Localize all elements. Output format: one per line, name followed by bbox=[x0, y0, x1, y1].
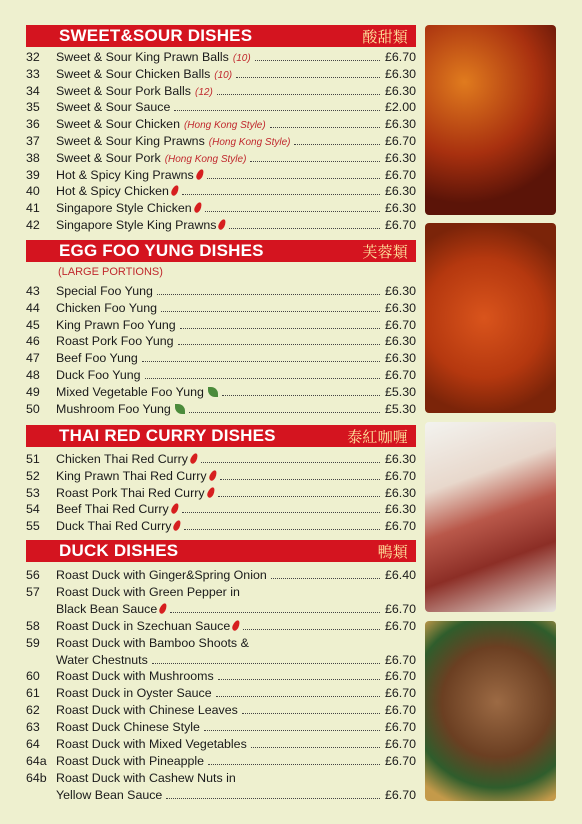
item-price: £6.70 bbox=[384, 167, 416, 182]
menu-item bbox=[26, 183, 416, 199]
item-name: Roast Pork Thai Red Curry bbox=[56, 485, 205, 500]
dot-leader bbox=[270, 126, 380, 128]
item-name: Duck Thai Red Curry bbox=[56, 519, 172, 534]
item-number: 55 bbox=[26, 519, 40, 534]
item-price: £6.70 bbox=[384, 753, 416, 768]
item-name: Singapore Style Chicken bbox=[56, 201, 192, 216]
item-number: 45 bbox=[26, 317, 40, 332]
dot-leader bbox=[161, 310, 380, 312]
section-header bbox=[26, 425, 416, 447]
item-name: Yellow Bean Sauce bbox=[56, 787, 163, 802]
item-price: £6.70 bbox=[384, 703, 416, 718]
section-header bbox=[26, 25, 416, 47]
menu-item bbox=[26, 317, 416, 333]
dot-leader bbox=[182, 193, 380, 195]
menu-item bbox=[26, 567, 416, 583]
menu-item bbox=[26, 518, 416, 534]
item-number: 38 bbox=[26, 150, 40, 165]
menu-item bbox=[26, 468, 416, 484]
item-name: Beef Thai Red Curry bbox=[56, 502, 169, 517]
item-price: £6.30 bbox=[384, 452, 416, 466]
menu-item bbox=[26, 584, 416, 600]
menu-item bbox=[26, 501, 416, 517]
item-name: Roast Duck Chinese Style bbox=[56, 720, 200, 735]
dot-leader bbox=[236, 76, 380, 78]
item-number: 57 bbox=[26, 584, 40, 599]
dot-leader bbox=[208, 763, 380, 765]
dot-leader bbox=[218, 678, 380, 680]
item-note: (Hong Kong Style) bbox=[208, 137, 291, 148]
dot-leader bbox=[243, 628, 380, 630]
menu-item bbox=[26, 133, 416, 149]
menu-item bbox=[26, 333, 416, 349]
dot-leader bbox=[251, 746, 380, 748]
item-name: Roast Duck with Green Pepper in bbox=[56, 584, 240, 599]
item-number: 54 bbox=[26, 502, 40, 517]
item-name: Beef Foo Yung bbox=[56, 351, 138, 366]
item-price: £6.70 bbox=[384, 737, 416, 751]
item-name: Roast Duck in Szechuan Sauce bbox=[56, 618, 231, 633]
item-price: £6.30 bbox=[384, 117, 416, 132]
item-price: £6.70 bbox=[384, 601, 416, 616]
item-note: (10) bbox=[214, 69, 233, 81]
dot-leader bbox=[180, 327, 380, 329]
menu-item bbox=[26, 66, 416, 82]
item-number: 61 bbox=[26, 686, 40, 701]
item-note: (Hong Kong Style) bbox=[183, 120, 266, 132]
menu-item bbox=[26, 116, 416, 132]
dot-leader bbox=[294, 143, 380, 145]
item-price: £6.70 bbox=[384, 468, 416, 483]
item-price: £6.70 bbox=[384, 519, 416, 534]
dot-leader bbox=[184, 528, 380, 530]
dot-leader bbox=[189, 411, 380, 413]
item-price: £6.70 bbox=[384, 50, 416, 64]
item-name: Roast Duck with Mixed Vegetables bbox=[56, 737, 247, 751]
menu-item bbox=[26, 83, 416, 99]
item-number: 40 bbox=[26, 184, 40, 199]
menu-item bbox=[26, 99, 416, 115]
item-number: 63 bbox=[26, 720, 40, 735]
chili-icon bbox=[217, 218, 227, 231]
menu-item bbox=[26, 485, 416, 501]
item-number: 58 bbox=[26, 618, 40, 633]
item-price: £6.30 bbox=[384, 334, 416, 349]
dot-leader bbox=[218, 495, 380, 497]
dot-leader bbox=[145, 377, 381, 379]
chili-icon bbox=[195, 168, 205, 181]
item-name: Singapore Style King Prawns bbox=[56, 218, 217, 232]
item-note: (Hong Kong Style) bbox=[164, 153, 247, 165]
menu-item bbox=[26, 719, 416, 735]
item-name: Chicken Foo Yung bbox=[56, 300, 158, 315]
section-chinese-title: 酸甜類 bbox=[362, 27, 408, 46]
dot-leader bbox=[174, 109, 380, 111]
item-price: £6.70 bbox=[384, 317, 416, 332]
menu-item bbox=[26, 635, 416, 651]
chili-icon bbox=[208, 469, 218, 482]
item-number: 33 bbox=[26, 66, 40, 81]
dot-leader bbox=[152, 662, 380, 664]
item-name: Roast Duck with Bamboo Shoots & bbox=[56, 635, 249, 650]
item-name: Roast Duck in Oyster Sauce bbox=[56, 686, 212, 701]
item-name: Roast Duck with Pineapple bbox=[56, 753, 205, 768]
item-price: £6.30 bbox=[384, 502, 416, 517]
item-price: £6.30 bbox=[384, 150, 416, 165]
dot-leader bbox=[271, 577, 380, 579]
menu-item bbox=[26, 652, 416, 668]
chili-icon bbox=[231, 619, 241, 632]
item-number: 35 bbox=[26, 100, 40, 115]
item-price: £6.30 bbox=[384, 300, 416, 315]
item-number: 51 bbox=[26, 452, 40, 466]
item-price: £6.30 bbox=[384, 184, 416, 199]
chili-icon bbox=[158, 602, 168, 615]
dot-leader bbox=[204, 729, 380, 731]
item-number: 34 bbox=[26, 83, 40, 98]
item-note: (10) bbox=[232, 53, 251, 64]
item-price: £6.70 bbox=[384, 618, 416, 633]
duck-cashew-photo bbox=[425, 621, 556, 801]
item-price: £6.70 bbox=[384, 368, 416, 382]
menu-item bbox=[26, 451, 416, 467]
chili-icon bbox=[193, 201, 203, 214]
menu-item bbox=[26, 685, 416, 701]
dot-leader bbox=[255, 59, 380, 61]
section-header bbox=[26, 240, 416, 262]
item-name: Black Bean Sauce bbox=[56, 601, 158, 616]
dot-leader bbox=[201, 461, 380, 463]
item-price: £6.30 bbox=[384, 485, 416, 500]
menu-item bbox=[26, 401, 416, 417]
dot-leader bbox=[157, 293, 380, 295]
section-chinese-title: 泰紅咖喱 bbox=[347, 427, 408, 446]
item-number: 62 bbox=[26, 703, 40, 718]
item-note: (12) bbox=[194, 86, 213, 98]
item-number: 60 bbox=[26, 669, 40, 684]
item-price: £6.30 bbox=[384, 284, 416, 298]
menu-item bbox=[26, 367, 416, 383]
dot-leader bbox=[142, 360, 380, 362]
item-number: 48 bbox=[26, 368, 40, 382]
item-price: £5.30 bbox=[384, 401, 416, 416]
item-number: 64a bbox=[26, 753, 47, 768]
item-number: 42 bbox=[26, 218, 40, 232]
menu-item bbox=[26, 217, 416, 233]
section-chinese-title: 鴨類 bbox=[377, 542, 408, 561]
menu-item bbox=[26, 618, 416, 634]
dot-leader bbox=[220, 478, 380, 480]
item-price: £6.70 bbox=[384, 787, 416, 802]
menu-item bbox=[26, 668, 416, 684]
section-title: EGG FOO YUNG DISHES bbox=[59, 241, 264, 260]
menu-item bbox=[26, 702, 416, 718]
menu-item bbox=[26, 150, 416, 166]
item-name: Water Chestnuts bbox=[56, 652, 148, 667]
chili-icon bbox=[189, 452, 199, 465]
menu-item bbox=[26, 200, 416, 216]
dot-leader bbox=[242, 712, 380, 714]
item-price: £6.70 bbox=[384, 218, 416, 232]
menu-item bbox=[26, 770, 416, 786]
item-price: £6.30 bbox=[384, 351, 416, 366]
menu-item bbox=[26, 350, 416, 366]
chili-icon bbox=[170, 503, 180, 516]
item-price: £6.70 bbox=[384, 669, 416, 684]
vegetarian-leaf-icon bbox=[208, 387, 218, 397]
item-price: £2.00 bbox=[384, 100, 416, 115]
item-price: £6.70 bbox=[384, 686, 416, 701]
item-name: Roast Duck with Ginger&Spring Onion bbox=[56, 568, 267, 582]
menu-item bbox=[26, 283, 416, 299]
item-number: 49 bbox=[26, 384, 40, 399]
item-name: Sweet & Sour King Prawn Balls bbox=[56, 50, 229, 64]
roast-duck-photo bbox=[425, 422, 556, 612]
item-name: King Prawn Foo Yung bbox=[56, 317, 176, 332]
item-price: £6.70 bbox=[384, 720, 416, 735]
dot-leader bbox=[170, 611, 380, 613]
menu-item bbox=[26, 787, 416, 803]
item-number: 59 bbox=[26, 635, 40, 650]
item-price: £6.30 bbox=[384, 66, 416, 81]
dot-leader bbox=[250, 160, 380, 162]
item-price: £6.70 bbox=[384, 652, 416, 667]
section-subtitle: (LARGE PORTIONS) bbox=[58, 266, 163, 278]
item-number: 52 bbox=[26, 468, 40, 483]
item-number: 37 bbox=[26, 134, 40, 148]
item-number: 64b bbox=[26, 770, 47, 785]
item-name: Chicken Thai Red Curry bbox=[56, 452, 188, 466]
dot-leader bbox=[205, 210, 380, 212]
item-name: King Prawn Thai Red Curry bbox=[56, 468, 207, 483]
item-name: Mushroom Foo Yung bbox=[56, 401, 171, 416]
menu-item bbox=[26, 49, 416, 65]
section-title: DUCK DISHES bbox=[59, 541, 179, 560]
item-number: 36 bbox=[26, 117, 40, 132]
dot-leader bbox=[182, 511, 380, 513]
menu-item bbox=[26, 300, 416, 316]
item-number: 43 bbox=[26, 284, 40, 298]
item-price: £6.30 bbox=[384, 83, 416, 98]
item-price: £6.30 bbox=[384, 201, 416, 216]
menu-item bbox=[26, 753, 416, 769]
dot-leader bbox=[178, 343, 380, 345]
dot-leader bbox=[166, 797, 380, 799]
item-price: £5.30 bbox=[384, 384, 416, 399]
item-name: Roast Duck with Chinese Leaves bbox=[56, 703, 238, 718]
item-number: 39 bbox=[26, 167, 40, 182]
menu-item bbox=[26, 601, 416, 617]
red-curry-dish-photo bbox=[425, 223, 556, 413]
menu-item bbox=[26, 384, 416, 400]
dot-leader bbox=[207, 177, 380, 179]
item-name: Sweet & Sour Chicken Balls bbox=[56, 66, 211, 81]
dot-leader bbox=[229, 227, 380, 229]
item-number: 50 bbox=[26, 401, 40, 416]
item-price: £6.70 bbox=[384, 134, 416, 148]
item-name: Duck Foo Yung bbox=[56, 368, 141, 382]
item-name: Roast Duck with Mushrooms bbox=[56, 669, 214, 684]
item-number: 41 bbox=[26, 201, 40, 216]
chili-icon bbox=[172, 519, 182, 532]
item-name: Roast Duck with Cashew Nuts in bbox=[56, 770, 236, 785]
dot-leader bbox=[216, 695, 380, 697]
item-name: Sweet & Sour Pork bbox=[56, 150, 161, 165]
chili-icon bbox=[170, 185, 180, 198]
sweet-sour-dish-photo bbox=[425, 25, 556, 215]
section-chinese-title: 芙蓉類 bbox=[362, 242, 408, 261]
item-number: 32 bbox=[26, 50, 40, 64]
item-name: Sweet & Sour King Prawns bbox=[56, 134, 205, 148]
section-title: SWEET&SOUR DISHES bbox=[59, 26, 253, 45]
item-name: Roast Pork Foo Yung bbox=[56, 334, 174, 349]
dot-leader bbox=[217, 93, 380, 95]
menu-item bbox=[26, 167, 416, 183]
menu-item bbox=[26, 736, 416, 752]
item-name: Hot & Spicy Chicken bbox=[56, 184, 169, 199]
item-number: 47 bbox=[26, 351, 40, 366]
item-name: Sweet & Sour Pork Balls bbox=[56, 83, 191, 98]
item-number: 53 bbox=[26, 485, 40, 500]
chili-icon bbox=[205, 486, 215, 499]
item-price: £6.40 bbox=[384, 568, 416, 582]
section-title: THAI RED CURRY DISHES bbox=[59, 426, 276, 445]
vegetarian-leaf-icon bbox=[175, 404, 185, 414]
item-name: Hot & Spicy King Prawns bbox=[56, 167, 194, 182]
dot-leader bbox=[222, 394, 380, 396]
item-name: Sweet & Sour Sauce bbox=[56, 100, 171, 115]
item-name: Special Foo Yung bbox=[56, 284, 153, 298]
item-number: 44 bbox=[26, 300, 40, 315]
section-header bbox=[26, 540, 416, 562]
item-number: 46 bbox=[26, 334, 40, 349]
item-number: 56 bbox=[26, 568, 40, 582]
item-name: Mixed Vegetable Foo Yung bbox=[56, 384, 204, 399]
item-name: Sweet & Sour Chicken bbox=[56, 117, 180, 132]
item-number: 64 bbox=[26, 737, 40, 751]
